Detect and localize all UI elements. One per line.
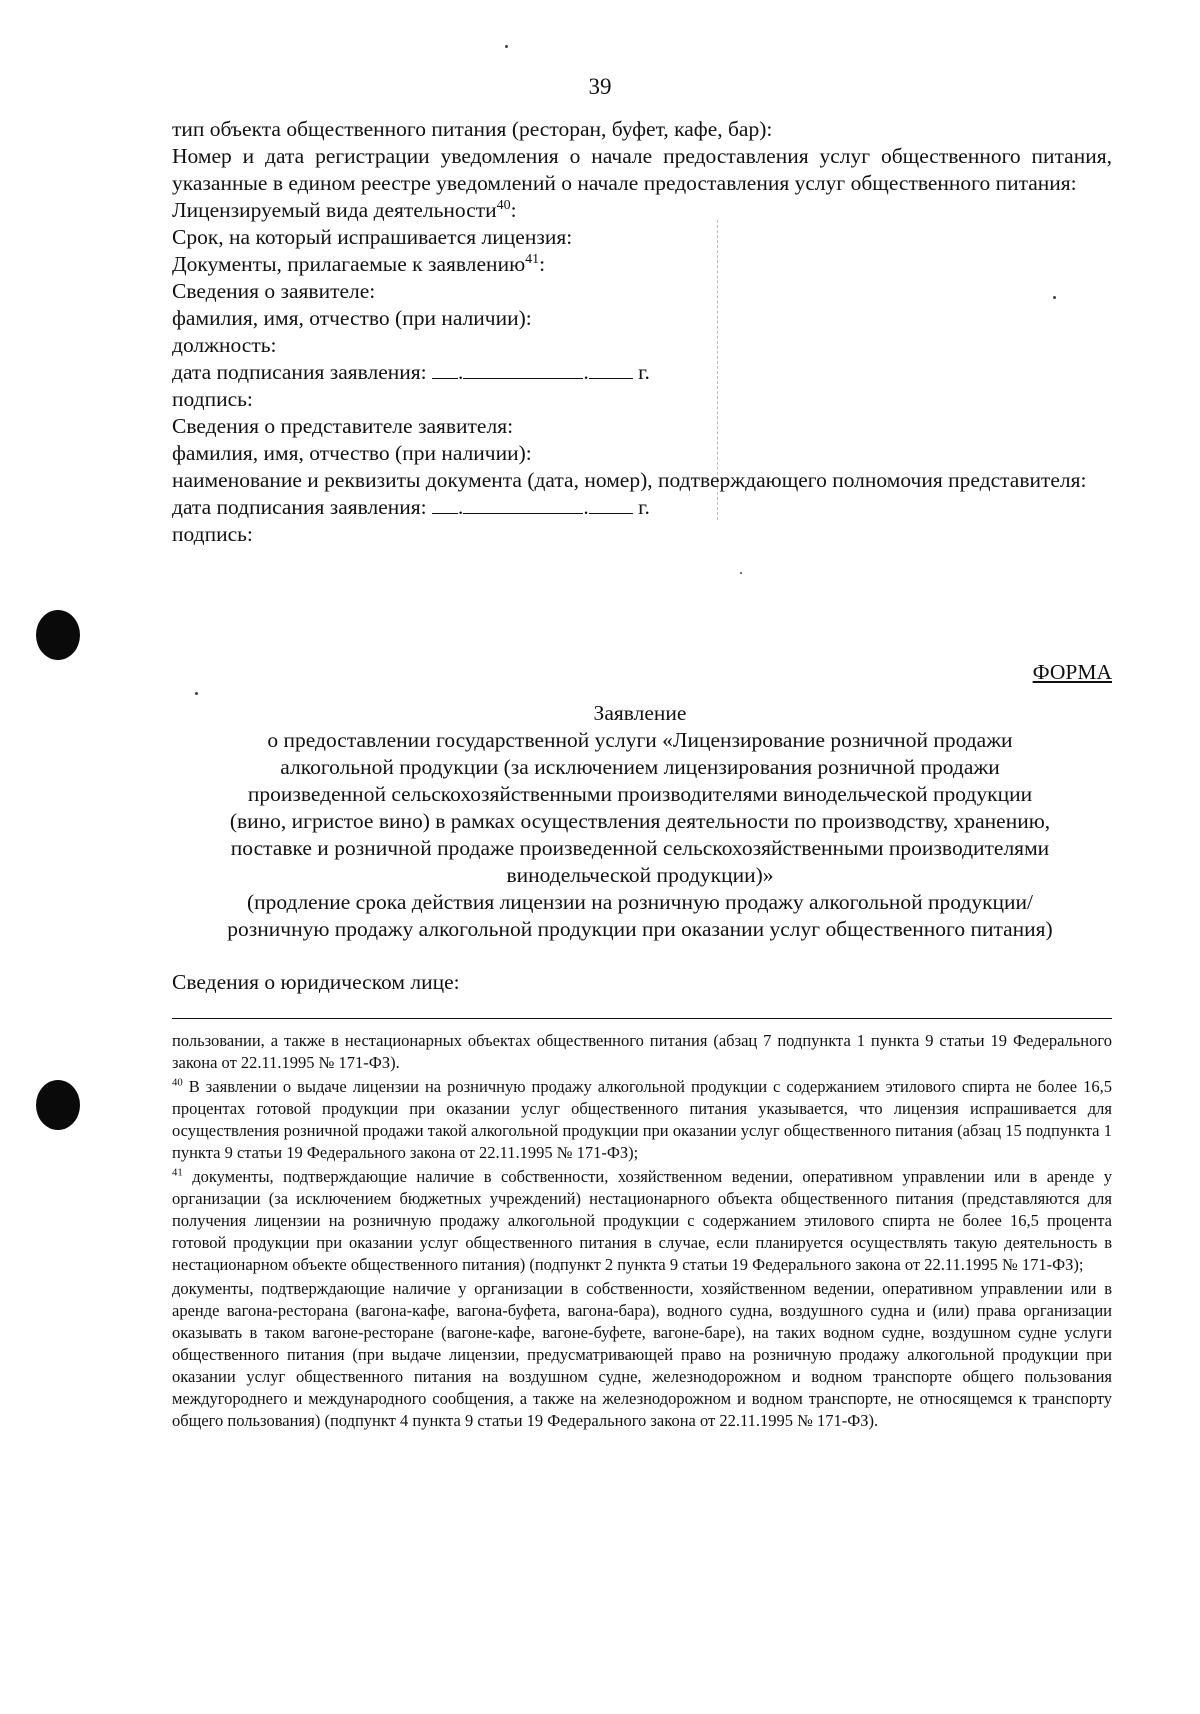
documents-line: Документы, прилагаемые к заявлению$^{41}$: [172,251,546,276]
month-blank [463,495,583,514]
applicant-heading: Сведения о заявителе: [172,279,376,303]
footnote-continuation: пользовании, а также в нестационарных объектах общественного питания (абзац 7 подпункта 1 пункта 9 статьи 19 Федерального закона от 22.11.1995 № 171-ФЗ). [172,1031,1112,1072]
date-separator: . [458,360,464,384]
statement-line: розничную продажу алкогольной продукции при оказании услуг общественного питания) [227,917,1053,941]
form-label: ФОРМА [1032,660,1112,684]
representative-fio-label: фамилия, имя, отчество (при наличии): [172,441,532,465]
statement-line: (вино, игристое вино) в рамках осуществления деятельности по производству, хранению, [229,809,1051,833]
day-blank [432,360,458,379]
representative-doc-label: наименование и реквизиты документа (дата, номер), подтверждающего полномочия представителя: [172,468,1087,492]
scan-speck [740,572,742,574]
applicant-position-label: должность: [172,333,277,357]
activity-line: Лицензируемый вида деятельности$^{40}$: [172,197,517,222]
statement-line: винодельческой продукции)» [506,863,774,887]
footnote-41-continued: документы, подтверждающие наличие у организации в собственности, хозяйственном ведении, оперативном управлении или в аренде вагона-ресторана (вагона-кафе, вагона-буфета, вагона-бара), водного судна, воздушного судна и (или) права организации оказывать в таком вагоне-ресторане (вагоне-кафе, вагоне-буфете, вагоне-баре), на таких водном судне, воздушном судне услуги общественного питания (при выдаче лицензии, предусматривающей право на розничную продажу алкогольной продукции при оказании услуг общественного питания на воздушном судне, железнодорожном и водном транспорте общего пользования междугороднего и международного сообщения, а также на железнодорожном и водном транспорте, не относящемся к транспорту общего пользования) (подпункт 4 пункта 9 статьи 19 Федерального закона от 22.11.1995 № 171-ФЗ). [172,1279,1112,1430]
legal-entity-label: Сведения о юридическом лице: [172,970,460,994]
footnote-ref-40: 40 [496,197,511,213]
year-suffix: г. [638,360,650,384]
year-blank [589,360,633,379]
footnote-40 [172,1076,1112,1164]
date-separator: . [458,495,464,519]
license-term-line: Срок, на который испрашивается лицензия: [172,225,573,249]
statement-line: произведенной сельскохозяйственными производителями винодельческой продукции [247,782,1033,806]
date-separator: . [583,495,589,519]
footnote-41-text: документы, подтверждающие наличие в собственности, хозяйственном ведении, оперативном управлении или в аренде у организации (за исключением бюджетных учреждений) нестационарного объекта общественного питания (представляются для получения лицензии на розничную продажу алкогольной продукции с содержанием этилового спирта не более 16,5 процента готовой продукции при оказании услуг общественного питания в случае, если планируется осуществлять такую деятельность в нестационарном объекте общественного питания) (подпункт 2 пункта 9 статьи 19 Федерального закона от 22.11.1995 № 171-ФЗ); [172,1167,1112,1274]
object-type-line: тип объекта общественного питания (ресторан, буфет, кафе, бар): [172,117,773,141]
year-suffix: г. [638,495,650,519]
statement-heading-block [160,700,1120,943]
footnote-41 [172,1166,1112,1276]
footnote-divider [172,1018,1112,1019]
activity-label: Лицензируемый вида деятельности [172,198,497,222]
month-blank [463,360,583,379]
representative-sign-date-line [172,494,1112,521]
year-blank [589,495,633,514]
statement-line: о предоставлении государственной услуги «Лицензирование розничной продажи [267,728,1013,752]
representative-signature-label: подпись: [172,522,253,546]
documents-label: Документы, прилагаемые к заявлению [172,252,526,276]
footnotes [172,1030,1112,1434]
representative-heading: Сведения о представителе заявителя: [172,414,514,438]
punch-hole [36,610,80,660]
statement-line: поставке и розничной продаже произведенной сельскохозяйственными производителями [230,836,1050,860]
applicant-info-block [172,116,1112,548]
representative-sign-date-label: дата подписания заявления: [172,495,427,519]
footnote-40-number: 40 [172,1076,183,1089]
applicant-fio-label: фамилия, имя, отчество (при наличии): [172,306,532,330]
applicant-sign-date-label: дата подписания заявления: [172,360,427,384]
footnote-ref-41: 41 [525,251,540,267]
footnote-41-number: 41 [172,1166,183,1179]
registration-line: Номер и дата регистрации уведомления о начале предоставления услуг общественного питания, указанные в едином реестре уведомлений о начале предоставления услуг общественного питания: [172,144,1112,195]
scan-speck [505,45,508,48]
statement-line: алкогольной продукции (за исключением лицензирования розничной продажи [280,755,1000,779]
statement-line: (продление срока действия лицензии на розничную продажу алкогольной продукции/ [246,890,1034,914]
applicant-sign-date-line [172,359,1112,386]
scan-speck [195,692,198,695]
punch-hole [36,1080,80,1130]
day-blank [432,495,458,514]
statement-title: Заявление [593,701,687,725]
date-separator: . [583,360,589,384]
applicant-signature-label: подпись: [172,387,253,411]
page-number: 39 [588,74,612,99]
footnote-40-text: В заявлении о выдаче лицензии на розничную продажу алкогольной продукции с содержанием этилового спирта не более 16,5 процентах готовой продукции при оказании услуг общественного питания указывается, что лицензия испрашивается для осуществления розничной продажи такой алкогольной продукции при оказании услуг общественного питания (абзац 15 подпункта 1 пункта 9 статьи 19 Федерального закона от 22.11.1995 № 171-ФЗ); [172,1077,1112,1162]
